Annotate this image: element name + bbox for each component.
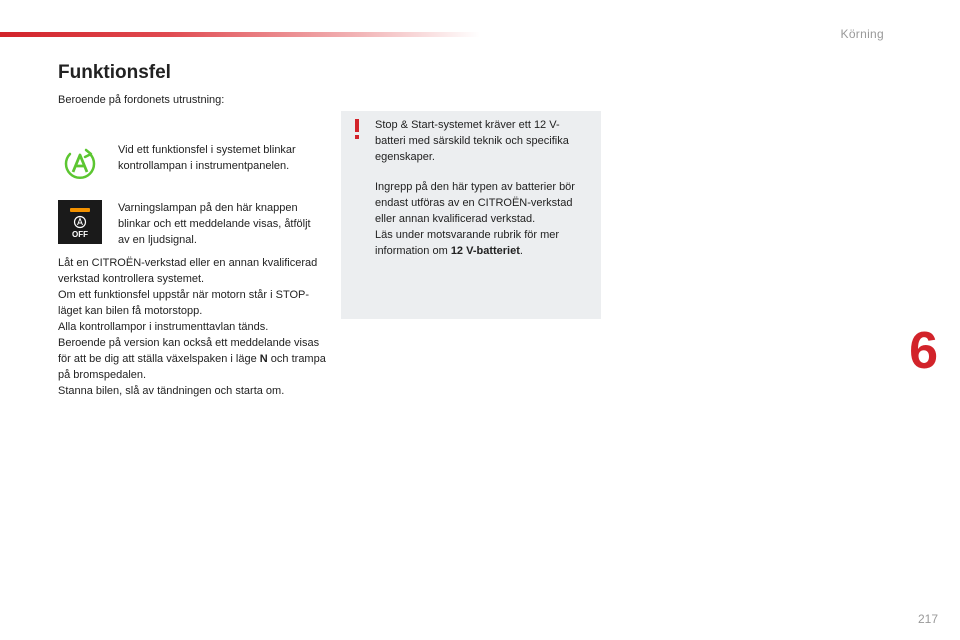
note-paragraph: Ingrepp på den här typen av batterier bör endast utföras av en CITROËN-verkstad eller annan kvalificerad verkstad. Läs under motsvarande rubrik för mer information om 12 V-batteriet. [375,181,575,257]
warning-row-text: Varningslampan på den här knappen blinkar och ett meddelande visas, åtföljt av en ljudsignal. [118,202,311,246]
body-paragraph: Beroende på version kan också ett meddelande visas för att be dig att ställa växelspaken i läge N och trampa på bromspedalen. [58,337,326,381]
gear-position-n: N [259,353,268,365]
exclamation-icon [351,117,363,141]
warning-row-text: Vid ett funktionsfel i systemet blinkar kontrollampan i instrumentpanelen. [118,144,296,172]
chapter-number: 6 [909,322,938,380]
section-name: Körning [840,27,884,41]
note-box [341,111,601,319]
intro-text: Beroende på fordonets utrustning: [58,94,225,106]
note-text [375,117,585,273]
note-paragraph: Stop & Start-systemet kräver ett 12 V-batteri med särskild teknik och specifika egenskaper. [375,119,569,163]
warning-row-button [58,200,323,248]
body-paragraph: Låt en CITROËN-verkstad eller en annan kvalificerad verkstad kontrollera systemet. [58,257,318,285]
svg-text:OFF: OFF [72,230,88,239]
body-paragraph: Om ett funktionsfel uppstår när motorn står i STOP-läget kan bilen få motorstopp. [58,289,310,317]
auto-stop-start-green-icon [58,142,102,186]
body-paragraph: Stanna bilen, slå av tändningen och starta om. [58,385,285,397]
page-title: Funktionsfel [58,62,171,83]
body-text [58,255,328,399]
body-paragraph: Alla kontrollampor i instrumenttavlan tänds. [58,321,269,333]
header-accent-bar [0,32,480,37]
battery-reference: 12 V-batteriet [450,245,520,257]
page-number: 217 [917,612,938,626]
auto-off-button-icon [58,200,102,244]
warning-row-dashboard [58,142,323,186]
